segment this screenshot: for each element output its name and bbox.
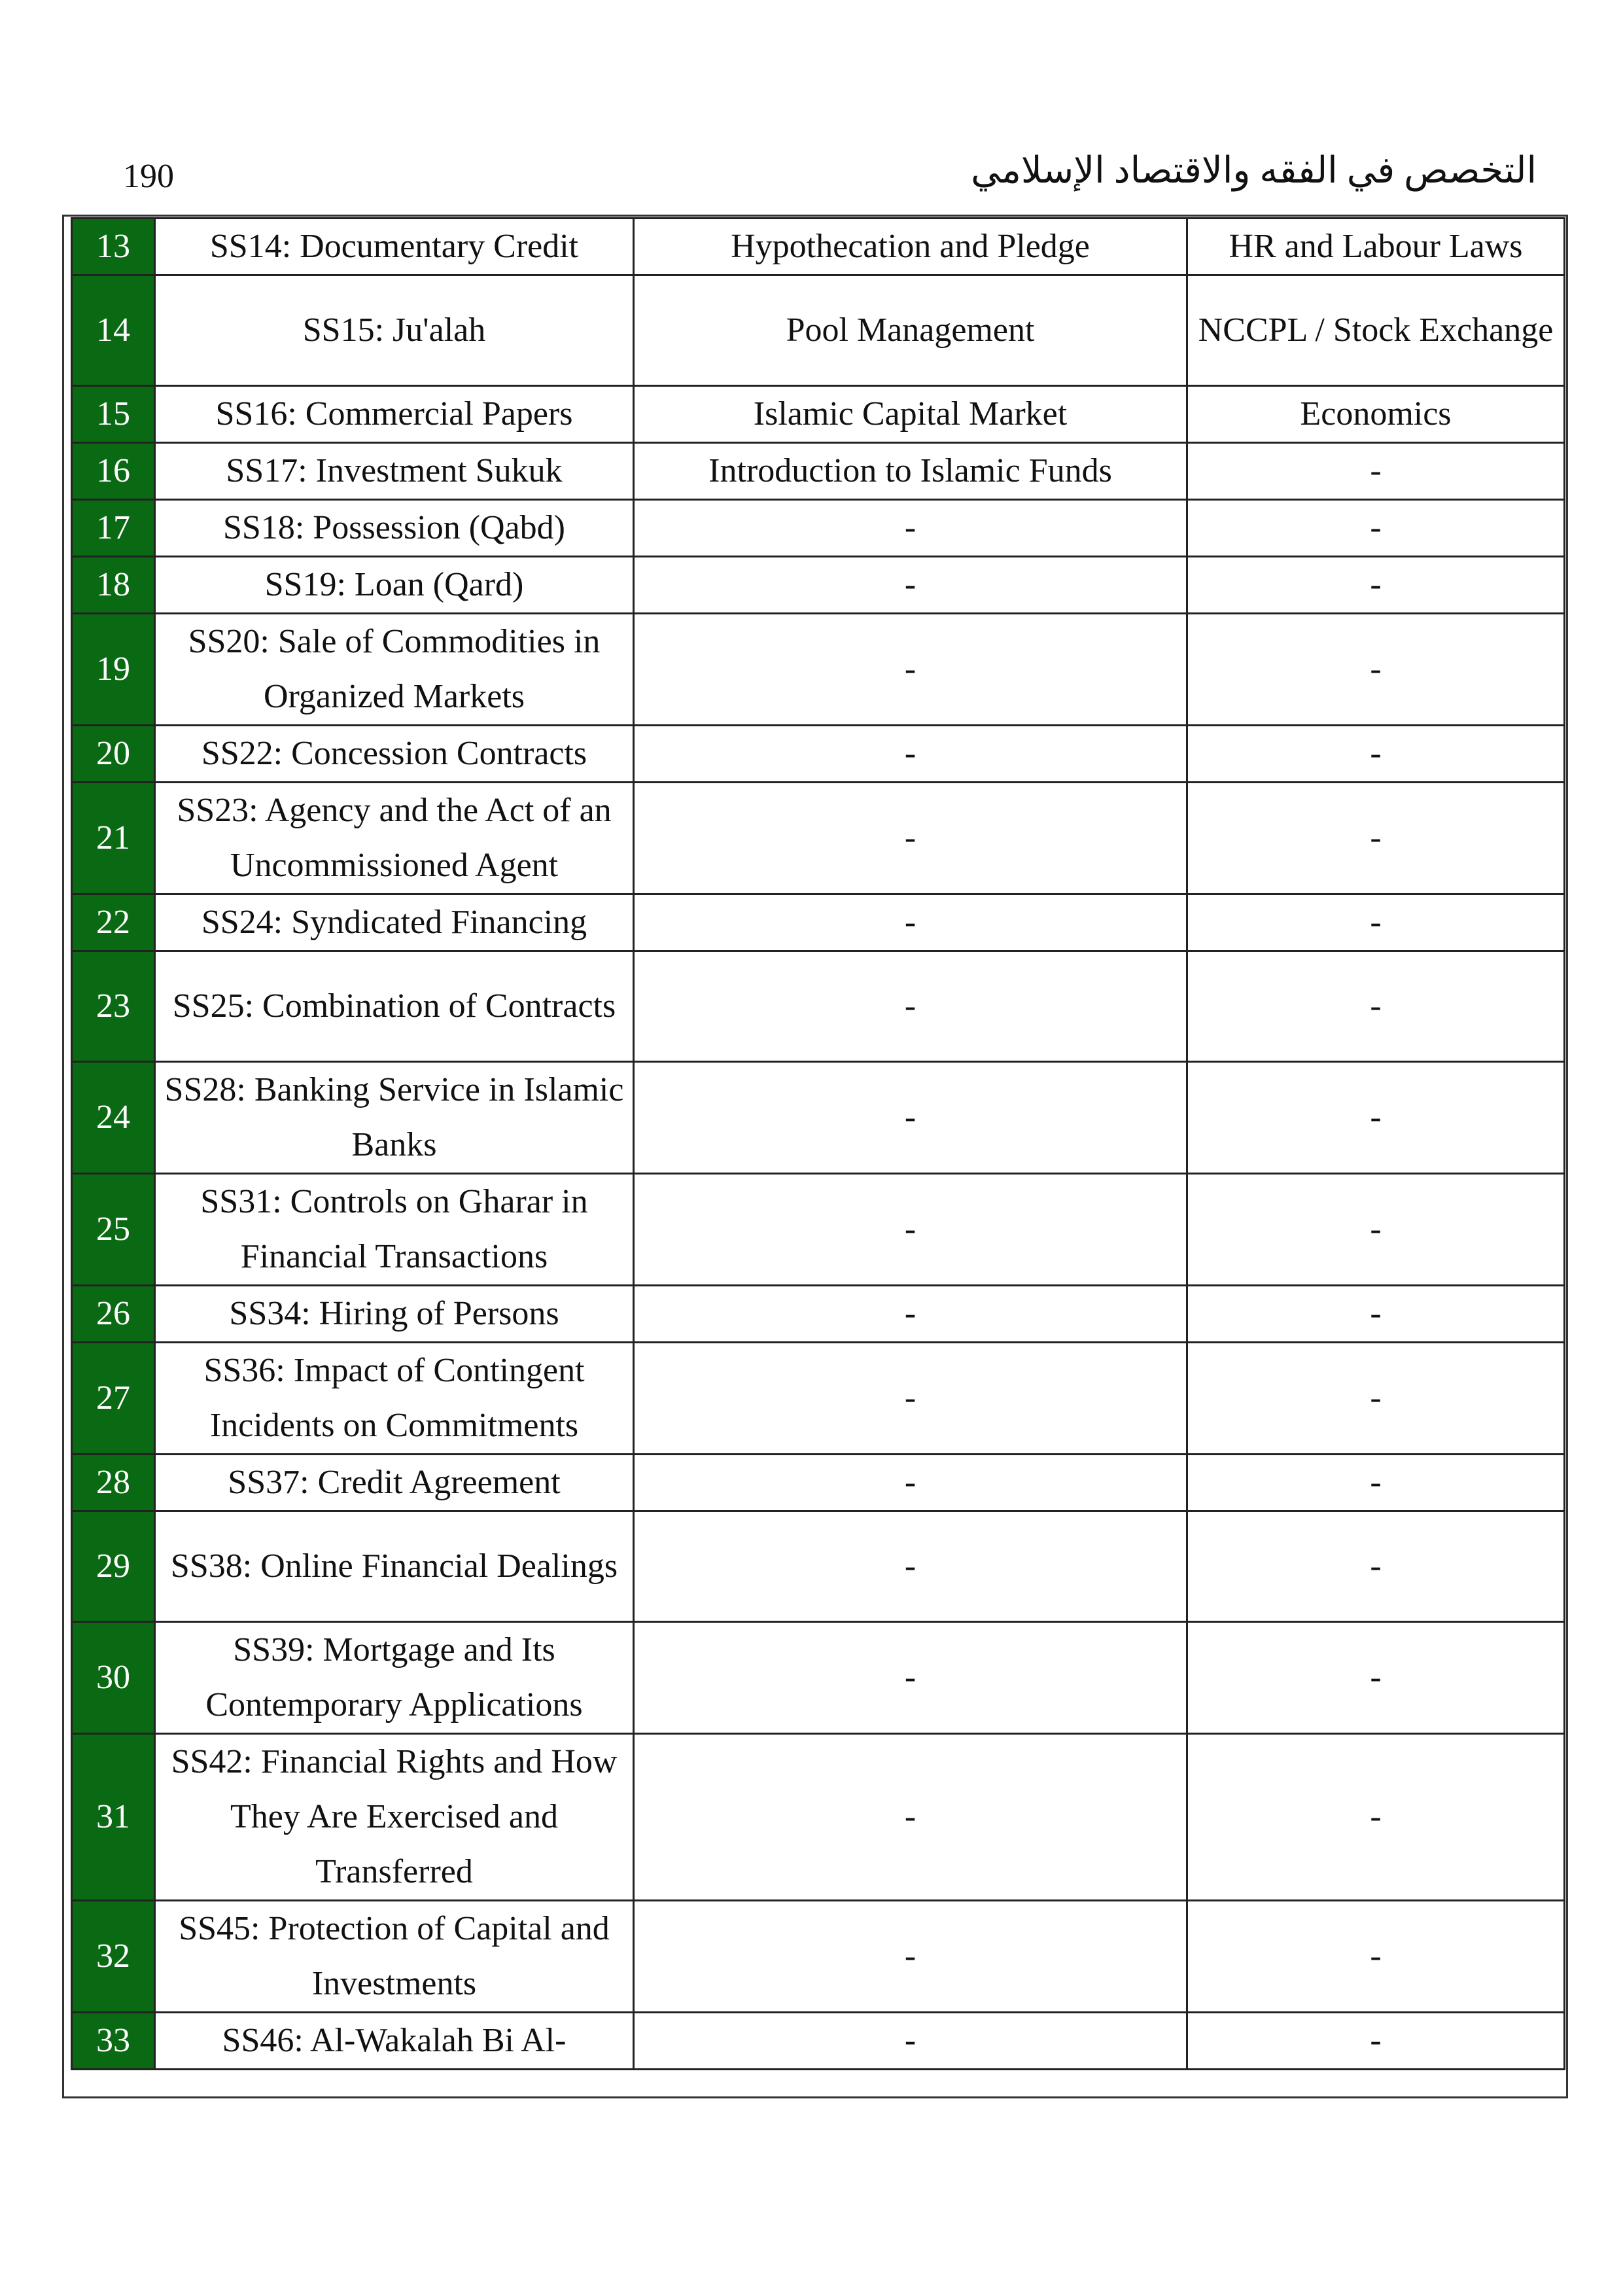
topic-cell: NCCPL / Stock Exchange: [1187, 275, 1565, 386]
row-number: 20: [72, 726, 155, 783]
standard-cell: SS15: Ju'alah: [155, 275, 634, 386]
topic-cell: -: [1187, 1343, 1565, 1455]
standard-cell: SS25: Combination of Contracts: [155, 951, 634, 1062]
topic-cell: -: [634, 1286, 1187, 1343]
topic-cell: -: [634, 1343, 1187, 1455]
topic-cell: -: [634, 2013, 1187, 2070]
standard-cell: SS18: Possession (Qabd): [155, 500, 634, 557]
table-row: [72, 726, 1565, 783]
topic-cell: -: [1187, 500, 1565, 557]
topic-cell: -: [1187, 1286, 1565, 1343]
table-row: [72, 1343, 1565, 1455]
topic-cell: -: [634, 894, 1187, 951]
topic-cell: -: [634, 1455, 1187, 1511]
table-row: [72, 1734, 1565, 1901]
row-number: 31: [72, 1734, 155, 1901]
table-row: [72, 500, 1565, 557]
row-number: 16: [72, 443, 155, 500]
topic-cell: Hypothecation and Pledge: [634, 219, 1187, 275]
standard-cell: SS23: Agency and the Act of an Uncommissioned Agent: [155, 783, 634, 894]
table-row: [72, 219, 1565, 275]
standard-cell: SS36: Impact of Contingent Incidents on Commitments: [155, 1343, 634, 1455]
topic-cell: -: [634, 1901, 1187, 2013]
table-row: [72, 1901, 1565, 2013]
table-row: [72, 557, 1565, 614]
standard-cell: SS46: Al-Wakalah Bi Al-: [155, 2013, 634, 2070]
row-number: 32: [72, 1901, 155, 2013]
topic-cell: -: [634, 1174, 1187, 1286]
table-row: [72, 443, 1565, 500]
row-number: 15: [72, 386, 155, 443]
topic-cell: -: [634, 1511, 1187, 1622]
topic-cell: -: [634, 1062, 1187, 1174]
standard-cell: SS22: Concession Contracts: [155, 726, 634, 783]
topic-cell: -: [634, 726, 1187, 783]
table-row: [72, 1455, 1565, 1511]
topic-cell: -: [1187, 1734, 1565, 1901]
topic-cell: -: [634, 1622, 1187, 1734]
table-row: [72, 951, 1565, 1062]
standard-cell: SS42: Financial Rights and How They Are Exercised and Transferred: [155, 1734, 634, 1901]
topic-cell: Introduction to Islamic Funds: [634, 443, 1187, 500]
topic-cell: HR and Labour Laws: [1187, 219, 1565, 275]
standard-cell: SS14: Documentary Credit: [155, 219, 634, 275]
row-number: 33: [72, 2013, 155, 2070]
row-number: 17: [72, 500, 155, 557]
topic-cell: -: [1187, 894, 1565, 951]
table-row: [72, 894, 1565, 951]
standard-cell: SS34: Hiring of Persons: [155, 1286, 634, 1343]
topic-cell: -: [634, 614, 1187, 726]
standard-cell: SS37: Credit Agreement: [155, 1455, 634, 1511]
table-row: [72, 386, 1565, 443]
row-number: 18: [72, 557, 155, 614]
standard-cell: SS45: Protection of Capital and Investments: [155, 1901, 634, 2013]
table-row: [72, 2013, 1565, 2070]
standard-cell: SS28: Banking Service in Islamic Banks: [155, 1062, 634, 1174]
table-row: [72, 614, 1565, 726]
row-number: 29: [72, 1511, 155, 1622]
table-row: [72, 1062, 1565, 1174]
row-number: 24: [72, 1062, 155, 1174]
topic-cell: -: [634, 951, 1187, 1062]
topic-cell: -: [1187, 614, 1565, 726]
table-row: [72, 1174, 1565, 1286]
page-number: 190: [123, 158, 174, 195]
running-header: التخصص في الفقه والاقتصاد الإسلامي: [971, 150, 1537, 191]
topic-cell: -: [1187, 1622, 1565, 1734]
topic-cell: -: [1187, 557, 1565, 614]
standard-cell: SS16: Commercial Papers: [155, 386, 634, 443]
row-number: 21: [72, 783, 155, 894]
row-number: 27: [72, 1343, 155, 1455]
row-number: 30: [72, 1622, 155, 1734]
row-number: 14: [72, 275, 155, 386]
row-number: 26: [72, 1286, 155, 1343]
topic-cell: -: [1187, 726, 1565, 783]
topic-cell: -: [1187, 1062, 1565, 1174]
standard-cell: SS24: Syndicated Financing: [155, 894, 634, 951]
row-number: 19: [72, 614, 155, 726]
standard-cell: SS17: Investment Sukuk: [155, 443, 634, 500]
standards-table: [71, 217, 1565, 2070]
topic-cell: -: [1187, 1455, 1565, 1511]
table-row: [72, 275, 1565, 386]
table-row: [72, 1511, 1565, 1622]
topic-cell: Islamic Capital Market: [634, 386, 1187, 443]
table-row: [72, 1622, 1565, 1734]
standard-cell: SS20: Sale of Commodities in Organized Markets: [155, 614, 634, 726]
topic-cell: -: [1187, 1174, 1565, 1286]
topic-cell: -: [1187, 951, 1565, 1062]
row-number: 23: [72, 951, 155, 1062]
row-number: 25: [72, 1174, 155, 1286]
topic-cell: Economics: [1187, 386, 1565, 443]
topic-cell: -: [634, 500, 1187, 557]
standard-cell: SS39: Mortgage and Its Contemporary Applications: [155, 1622, 634, 1734]
table-row: [72, 1286, 1565, 1343]
row-number: 22: [72, 894, 155, 951]
topic-cell: -: [1187, 1901, 1565, 2013]
topic-cell: -: [1187, 783, 1565, 894]
topic-cell: -: [1187, 2013, 1565, 2070]
topic-cell: -: [1187, 1511, 1565, 1622]
topic-cell: -: [634, 1734, 1187, 1901]
row-number: 13: [72, 219, 155, 275]
topic-cell: Pool Management: [634, 275, 1187, 386]
standard-cell: SS38: Online Financial Dealings: [155, 1511, 634, 1622]
topic-cell: -: [634, 557, 1187, 614]
standard-cell: SS31: Controls on Gharar in Financial Transactions: [155, 1174, 634, 1286]
topic-cell: -: [634, 783, 1187, 894]
standard-cell: SS19: Loan (Qard): [155, 557, 634, 614]
row-number: 28: [72, 1455, 155, 1511]
table-row: [72, 783, 1565, 894]
topic-cell: -: [1187, 443, 1565, 500]
